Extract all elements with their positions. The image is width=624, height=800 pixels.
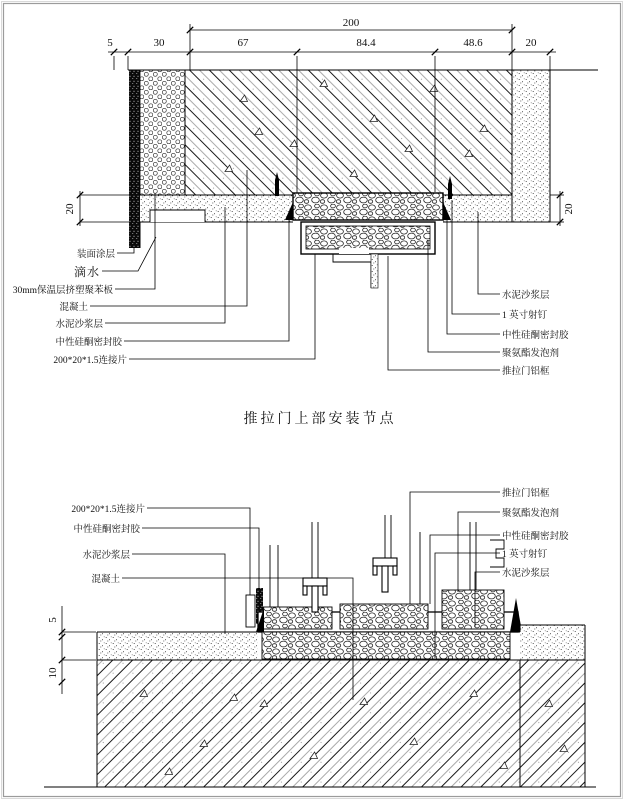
hanging-track-outline — [333, 254, 371, 288]
detail-title: 推拉门上部安装节点 — [243, 412, 397, 427]
label-doorframe-lower: 推拉门铝框 — [502, 489, 550, 499]
floor-mortar-left — [97, 632, 258, 660]
dim-total: 200 — [342, 17, 360, 29]
dim-seg-5: 5 — [107, 37, 113, 49]
concrete-lintel — [185, 70, 512, 195]
right-mortar-strip — [512, 70, 550, 222]
drip-notch — [150, 210, 205, 222]
concrete-slab — [97, 660, 585, 787]
label-nail-lower: 1 英寸射钉 — [502, 550, 548, 560]
dim-lower-10: 10 — [47, 667, 59, 679]
label-mortar-lower-left: 水泥沙浆层 — [82, 551, 130, 561]
label-sealant-lower-left: 中性硅酮密封胶 — [73, 525, 140, 535]
upper-detail — [13, 17, 598, 427]
label-sealant-left: 中性硅酮密封胶 — [55, 338, 122, 348]
dim-seg-20: 20 — [525, 37, 537, 49]
dim-right-20: 20 — [563, 203, 575, 215]
label-mortar-right: 水泥沙浆层 — [502, 291, 550, 301]
frame-foam-upper — [293, 193, 443, 220]
label-foam-lower: 聚氨酯发泡剂 — [502, 509, 560, 519]
dim-seg-30: 30 — [153, 37, 165, 49]
label-foam-right: 聚氨酯发泡剂 — [502, 349, 560, 359]
dim-lower-5: 5 — [47, 617, 59, 623]
dim-ticks-top — [111, 27, 553, 55]
label-sealant-lower-right: 中性硅酮密封胶 — [502, 532, 569, 542]
label-doorframe-right: 推拉门铝框 — [502, 367, 550, 377]
label-drip: 滴水 — [73, 265, 100, 279]
label-connector-left: 200*20*1.5连接片 — [53, 356, 127, 366]
sill-foam-right — [442, 590, 504, 629]
label-concrete-lower: 混凝土 — [91, 575, 120, 585]
label-insulation: 30mm保温层挤塑聚苯板 — [12, 286, 113, 296]
lower-dim-lines — [62, 606, 96, 694]
coating-strip — [129, 70, 140, 248]
frame-groove — [339, 248, 369, 254]
track-backer-strip — [371, 254, 378, 288]
floor-mortar-right — [520, 625, 585, 660]
dim-left-20: 20 — [64, 203, 76, 215]
label-mortar-lower-right: 水泥沙浆层 — [502, 569, 550, 579]
label-coating: 装面涂层 — [76, 250, 115, 260]
lower-detail — [44, 487, 596, 787]
label-mortar-left: 水泥沙浆层 — [55, 320, 103, 330]
bedding-foam-band — [262, 632, 510, 659]
dim-seg-67: 67 — [237, 37, 249, 49]
track-rail-right — [373, 558, 397, 592]
dim-seg-48: 48.6 — [463, 37, 483, 49]
mortar-band-right — [443, 195, 512, 222]
sill-foam-left — [263, 607, 332, 629]
label-nail-right: 1 英寸射钉 — [502, 311, 548, 321]
dim-seg-84: 84.4 — [356, 37, 376, 49]
frame-foam-lower — [306, 226, 430, 249]
label-sealant-right: 中性硅酮密封胶 — [502, 331, 569, 341]
connector-plate — [246, 595, 255, 627]
label-concrete: 混凝土 — [59, 303, 88, 313]
insulation-board — [140, 70, 185, 195]
label-connector-lower: 200*20*1.5连接片 — [71, 505, 145, 515]
